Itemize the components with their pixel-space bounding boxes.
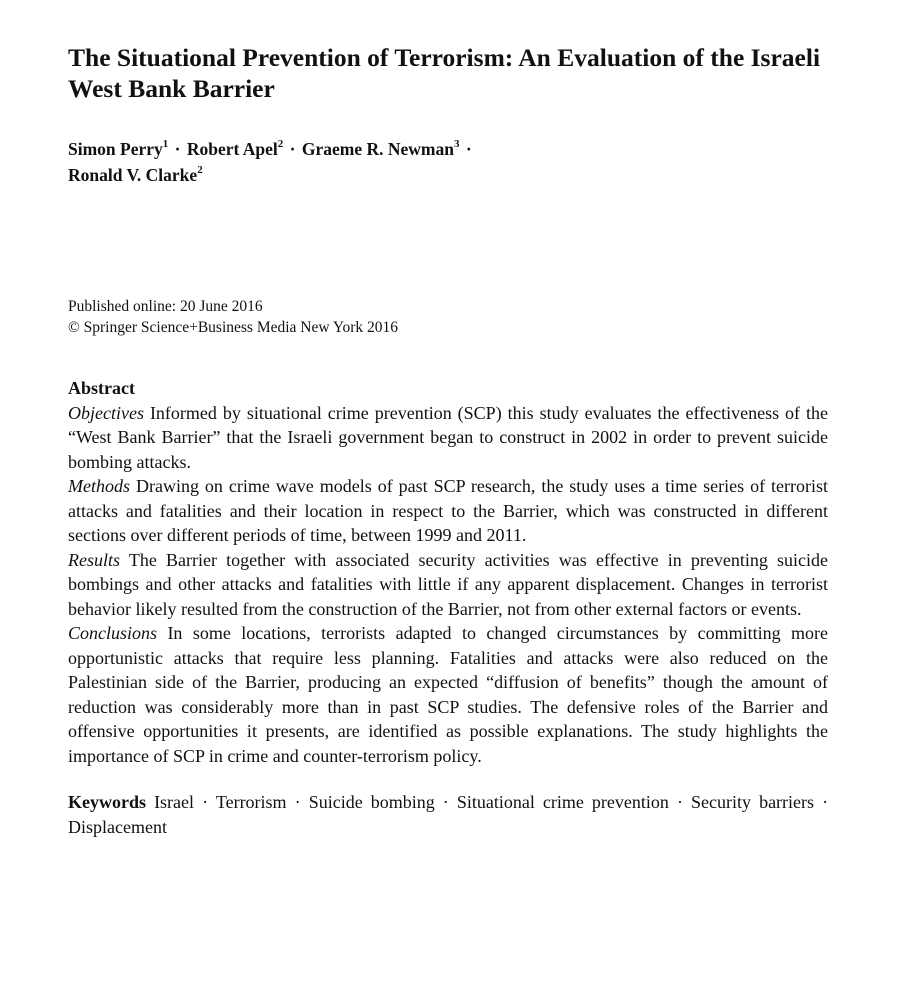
author-separator: · [289,139,296,159]
author-name: Robert Apel [186,139,278,159]
article-title: The Situational Prevention of Terrorism: An Evaluation of the Israeli West Bank Barrier [68,43,821,103]
keyword: Israel [154,792,195,812]
keyword-separator: · [202,792,209,812]
author-name: Graeme R. Newman [301,139,454,159]
author-affiliation: 2 [277,138,284,150]
section-label: Methods [68,476,130,496]
published-date: Published online: 20 June 2016 [68,298,263,315]
keyword: Security barriers [691,792,815,812]
section-label: Objectives [68,402,144,423]
section-text: The Barrier together with associated security activities was effective in preventing suicide bombings and other attacks and fatalities with little if any apparent displacement. Changes in terrorist behavior likely resulted from the construction of the Barrier, not from other external factors or events. [68,549,828,619]
author-name: Ronald V. Clarke [68,165,198,185]
abstract-objectives [68,401,828,475]
keywords-label: Keywords [68,792,146,812]
author-affiliation: 1 [162,138,169,150]
author-name: Simon Perry [68,139,163,159]
section-text: Drawing on crime wave models of past SCP research, the study uses a time series of terrorist attacks and fatalities and their location in respect to the Barrier, which was constructed in different sections over different periods of time, between 1999 and 2011. [68,476,828,545]
section-text: In some locations, terrorists adapted to changed circumstances by committing more opportunistic attacks that require less planning. Fatalities and attacks were also reduced on the Palestinian side of the Barrier, producing an expected “diffusion of benefits” though the amount of reduction was considerably more than in past SCP studies. The defensive roles of the Barrier and offensive opportunities it presents, are identified as possible explanations. The study highlights the importance of SCP in crime and counter-terrorism policy. [68,623,828,766]
keywords [68,790,828,839]
author-list [68,136,828,188]
article-front-page [68,42,828,839]
copyright-notice: © Springer Science+Business Media New York 2016 [68,319,399,336]
keyword-separator: · [822,792,829,812]
abstract-results [68,548,828,622]
author-separator: · [465,139,472,159]
abstract-conclusions [68,621,828,768]
section-text: Informed by situational crime prevention (SCP) this study evaluates the effectiveness of the “West Bank Barrier” that the Israeli government began to construct in 2002 in order to prevent suicide bombing attacks. [68,402,829,472]
keyword: Terrorism [215,792,287,812]
publication-info [68,296,828,338]
author-affiliation: 3 [453,138,460,150]
author-affiliation: 2 [197,164,203,176]
keyword-separator: · [442,792,449,812]
section-label: Conclusions [68,623,158,643]
keyword-separator: · [676,792,683,812]
abstract-heading: Abstract [68,378,135,398]
author-separator: · [174,139,181,159]
abstract-methods [68,474,828,548]
keyword-separator: · [294,792,301,812]
keyword: Displacement [68,816,167,837]
abstract [68,376,828,768]
section-label: Results [68,549,120,570]
keyword: Suicide bombing [308,792,435,812]
keyword: Situational crime prevention [456,792,669,812]
